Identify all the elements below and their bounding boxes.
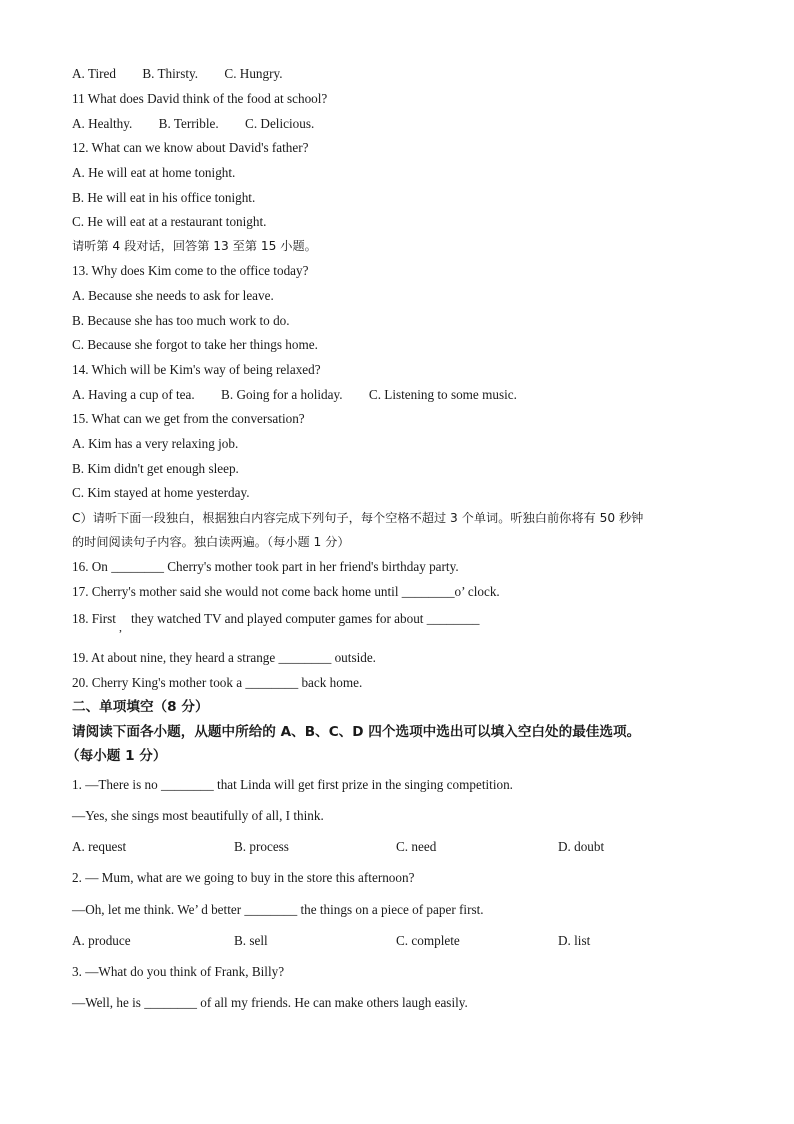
mc-q1-response: —Yes, she sings most beautifully of all, I think. — [72, 808, 324, 823]
q20-stem: 20. Cherry King's mother took a ________ back home. — [72, 675, 363, 690]
section-2-score-note: （每小题 1 分） — [66, 748, 167, 764]
mc-q2-response: —Oh, let me think. We’ d better ________ the things on a piece of paper first. — [72, 902, 484, 917]
q16-stem: 16. On ________ Cherry's mother took part in her friend's birthday party. — [72, 559, 459, 574]
mc-q1-option-a: A. request — [72, 839, 127, 854]
q12-option-b: B. He will eat in his office tonight. — [72, 190, 256, 205]
q13-stem: 13. Why does Kim come to the office today? — [72, 263, 309, 278]
q12-stem: 12. What can we know about David's father? — [72, 140, 309, 155]
mc-q2-option-a: A. produce — [72, 933, 131, 948]
q18-comma: , — [119, 620, 122, 634]
mc-q3-stem: 3. —What do you think of Frank, Billy? — [72, 964, 285, 979]
mc-q2-stem: 2. — Mum, what are we going to buy in the store this afternoon? — [72, 870, 415, 885]
q19-stem: 19. At about nine, they heard a strange ________ outside. — [72, 650, 376, 665]
mc-q2-option-b: B. sell — [234, 933, 268, 948]
q15-option-b: B. Kim didn't get enough sleep. — [72, 461, 239, 476]
q15-option-a: A. Kim has a very relaxing job. — [72, 436, 239, 451]
q13-option-a: A. Because she needs to ask for leave. — [72, 288, 274, 303]
mc-q1-option-c: C. need — [396, 839, 437, 854]
q17-stem: 17. Cherry's mother said she would not come back home until ________o’ clock. — [72, 584, 500, 599]
q13-option-b: B. Because she has too much work to do. — [72, 313, 290, 328]
mc-q1-option-d: D. doubt — [558, 839, 605, 854]
mc-q2-option-c: C. complete — [396, 933, 460, 948]
q15-stem: 15. What can we get from the conversation? — [72, 411, 305, 426]
mc-q1-stem: 1. —There is no ________ that Linda will get first prize in the singing competition. — [72, 777, 513, 792]
q18-stem-start: 18. First — [72, 611, 116, 626]
q11-options: A. Healthy. B. Terrible. C. Delicious. — [72, 116, 315, 131]
q14-stem: 14. Which will be Kim's way of being relaxed? — [72, 362, 321, 377]
mc-q2-option-d: D. list — [558, 933, 591, 948]
q18-stem-rest: they watched TV and played computer games for about ________ — [131, 611, 480, 626]
section-2-instruction: 请阅读下面各小题，从题中所给的 A、B、C、D 四个选项中选出可以填入空白处的最佳选项。 — [72, 724, 641, 740]
q11-stem: 11 What does David think of the food at school? — [72, 91, 328, 106]
q10-options: A. Tired B. Thirsty. C. Hungry. — [72, 66, 283, 81]
q12-option-c: C. He will eat at a restaurant tonight. — [72, 214, 267, 229]
section-2-heading: 二、单项填空（8 分） — [72, 699, 209, 715]
section-c-instruction-line1: C）请听下面一段独白，根据独白内容完成下列句子，每个空格不超过 3 个单词。听独白前你将有 50 秒钟 — [72, 511, 644, 525]
mc-q1-option-b: B. process — [234, 839, 289, 854]
q13-option-c: C. Because she forgot to take her things home. — [72, 337, 318, 352]
section-instruction-dialogue-4: 请听第 4 段对话，回答第 13 至第 15 小题。 — [72, 239, 317, 253]
section-c-instruction-line2: 的时间阅读句子内容。独白读两遍。（每小题 1 分） — [72, 535, 350, 549]
q15-option-c: C. Kim stayed at home yesterday. — [72, 485, 250, 500]
q14-options: A. Having a cup of tea. B. Going for a holiday. C. Listening to some music. — [72, 387, 517, 402]
q12-option-a: A. He will eat at home tonight. — [72, 165, 236, 180]
mc-q3-response: —Well, he is ________ of all my friends. He can make others laugh easily. — [72, 995, 468, 1010]
